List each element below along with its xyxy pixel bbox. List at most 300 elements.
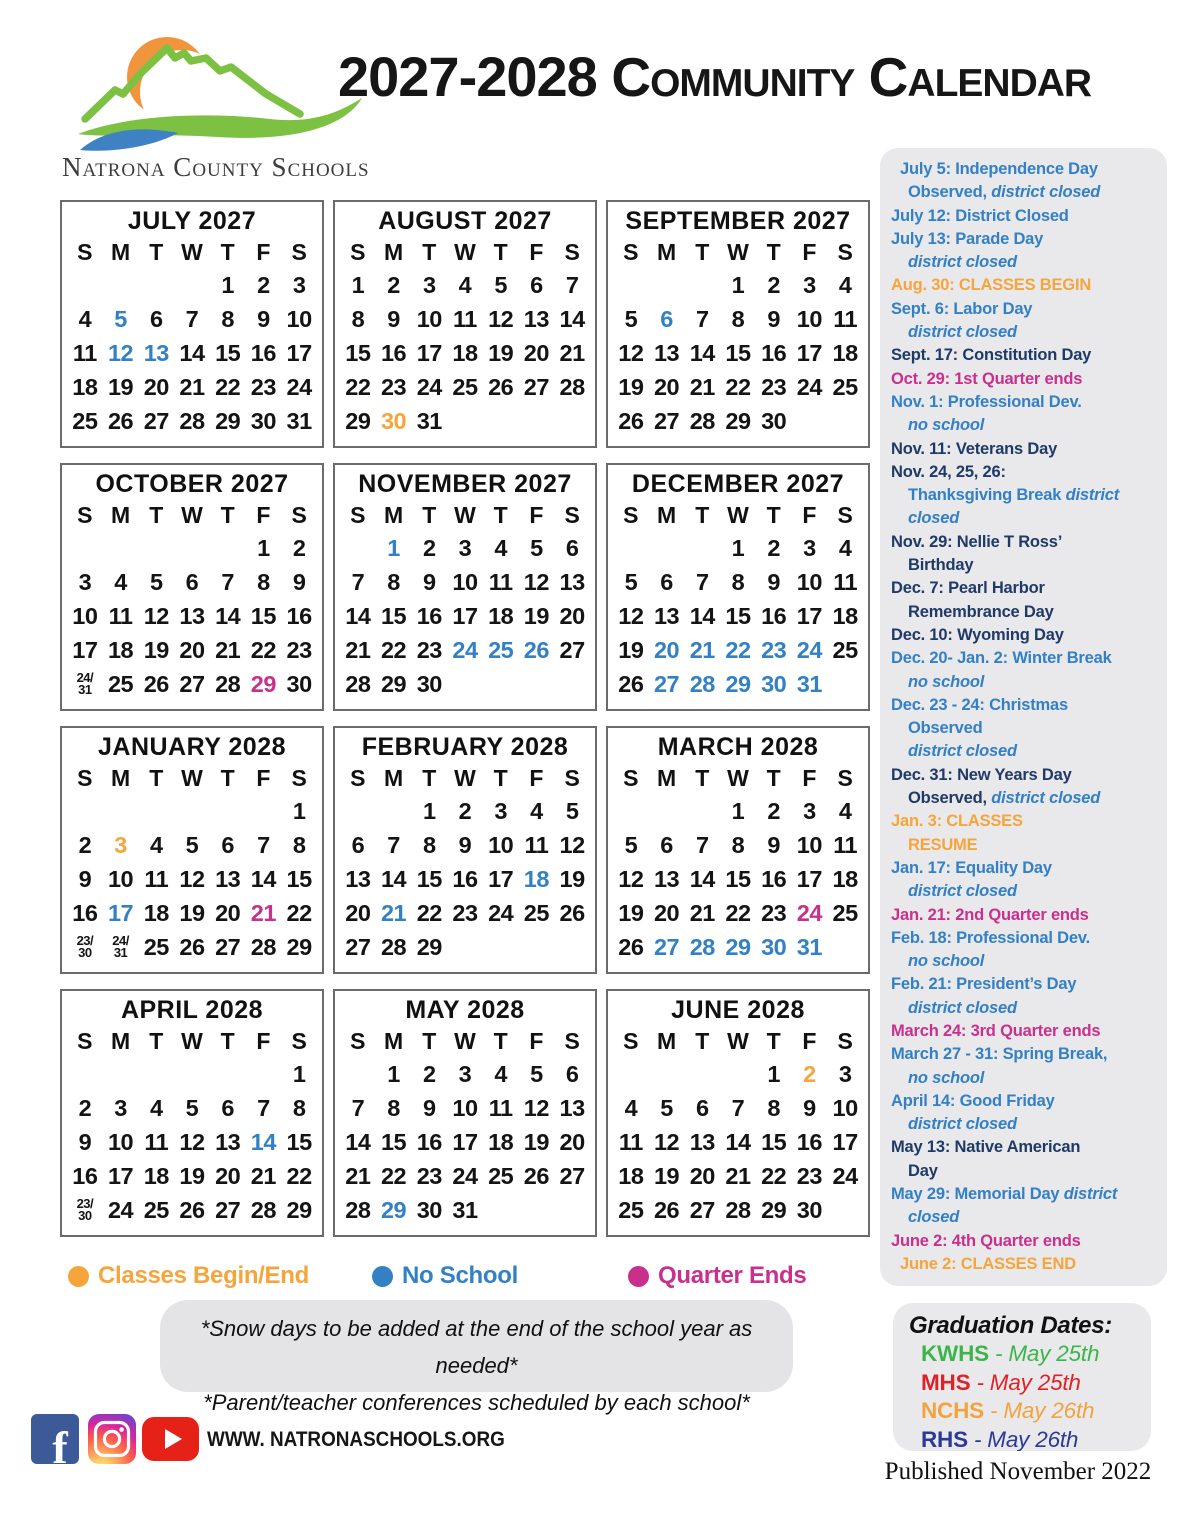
day-header: F bbox=[256, 502, 271, 528]
day-cell bbox=[138, 794, 174, 828]
day-cell: 29 bbox=[725, 933, 751, 960]
day-cell: 25 bbox=[488, 636, 514, 663]
day-header: T bbox=[695, 765, 710, 791]
day-cell: 2 bbox=[387, 271, 400, 298]
day-cell: 29 bbox=[286, 933, 312, 960]
day-cell: 4 bbox=[458, 271, 472, 298]
day-cell: 25 bbox=[143, 933, 169, 960]
day-cell: 12 bbox=[559, 831, 585, 858]
day-header: S bbox=[564, 1028, 580, 1054]
month-grid bbox=[613, 763, 863, 964]
youtube-icon[interactable] bbox=[142, 1414, 199, 1464]
day-cell: 7 bbox=[695, 568, 709, 595]
day-cell: 2 bbox=[78, 831, 92, 858]
day-cell: 21 bbox=[559, 339, 585, 366]
day-cell bbox=[649, 1057, 685, 1091]
day-cell: 25 bbox=[618, 1196, 644, 1223]
day-cell: 16 bbox=[72, 1162, 98, 1189]
day-cell: 10 bbox=[796, 568, 822, 595]
key-dates-panel bbox=[880, 148, 1167, 1286]
legend-label: Classes Begin/End bbox=[98, 1262, 309, 1289]
day-cell: 9 bbox=[422, 568, 436, 595]
day-cell: 25 bbox=[107, 670, 134, 697]
day-cell bbox=[649, 794, 685, 828]
day-cell: 28 bbox=[689, 407, 715, 434]
day-cell: 4 bbox=[494, 1060, 507, 1087]
day-cell bbox=[103, 531, 139, 565]
day-cell: 30 bbox=[761, 670, 787, 697]
day-cell: 13 bbox=[523, 305, 549, 332]
key-date-text: Nov. 29: Nellie T Ross’ bbox=[891, 532, 1063, 551]
day-cell: 11 bbox=[144, 865, 169, 892]
day-cell: 15 bbox=[215, 339, 241, 366]
key-date-text: Observed, bbox=[908, 183, 992, 202]
key-date-text: closed bbox=[908, 509, 960, 528]
day-cell: 21 bbox=[725, 1162, 751, 1189]
day-cell: 27 bbox=[559, 636, 585, 663]
day-cell: 17 bbox=[796, 865, 822, 892]
day-cell: 13 bbox=[345, 865, 371, 892]
graduation-entry bbox=[909, 1340, 1151, 1369]
key-date-line bbox=[891, 205, 1161, 228]
key-date-text: March 24: 3rd Quarter ends bbox=[891, 1021, 1101, 1040]
day-header: M bbox=[110, 1028, 131, 1054]
day-cell: 14 bbox=[250, 865, 276, 892]
key-date-text: June 2: CLASSES END bbox=[900, 1254, 1076, 1273]
day-cell: 20 bbox=[215, 899, 241, 926]
day-cell: 10 bbox=[107, 1128, 134, 1155]
day-cell: 17 bbox=[72, 636, 98, 663]
day-cell: 26 bbox=[107, 407, 134, 434]
svg-text:f: f bbox=[52, 1422, 68, 1464]
day-cell: 18 bbox=[488, 602, 514, 629]
day-cell: 14 bbox=[215, 602, 241, 629]
day-cell: 27 bbox=[215, 933, 241, 960]
day-cell bbox=[613, 1057, 649, 1091]
day-cell: 11 bbox=[833, 568, 858, 595]
day-cell: 3 bbox=[422, 271, 436, 298]
day-header: F bbox=[256, 239, 271, 265]
day-header: F bbox=[802, 1028, 817, 1054]
month-title: AUGUST 2027 bbox=[378, 207, 552, 235]
day-cell: 23 bbox=[416, 1162, 442, 1189]
day-cell: 13 bbox=[653, 339, 680, 366]
day-cell: 10 bbox=[286, 305, 312, 332]
day-cell: 25 bbox=[832, 636, 858, 663]
day-header: T bbox=[695, 239, 710, 265]
key-date-line bbox=[891, 1090, 1161, 1113]
month-grid bbox=[340, 500, 590, 701]
key-date-text: district bbox=[1065, 486, 1120, 505]
day-cell: 2 bbox=[292, 534, 306, 561]
day-cell: 15 bbox=[345, 339, 371, 366]
day-cell: 30 bbox=[380, 407, 407, 434]
day-header: W bbox=[727, 239, 749, 265]
day-cell: 17 bbox=[796, 602, 822, 629]
month-title: SEPTEMBER 2027 bbox=[625, 207, 851, 235]
day-cell: 1 bbox=[351, 271, 365, 298]
published-date: Published November 2022 bbox=[884, 1458, 1152, 1485]
day-cell bbox=[554, 1193, 590, 1227]
day-cell bbox=[792, 404, 828, 438]
day-cell: 30 bbox=[761, 407, 787, 434]
day-cell: 20 bbox=[559, 1128, 585, 1155]
key-date-text: Observed bbox=[908, 719, 983, 738]
key-date-line bbox=[891, 251, 1161, 274]
day-cell: 17 bbox=[286, 339, 312, 366]
day-cell: 13 bbox=[653, 602, 680, 629]
day-cell: 29 bbox=[416, 933, 442, 960]
day-cell: 22 bbox=[380, 1162, 407, 1189]
day-cell bbox=[827, 1193, 863, 1227]
day-header: F bbox=[529, 765, 544, 791]
day-cell: 2 bbox=[767, 797, 780, 824]
day-header: T bbox=[220, 502, 235, 528]
day-cell: 8 bbox=[292, 831, 306, 858]
day-header: T bbox=[422, 765, 437, 791]
month-march-2028 bbox=[606, 726, 870, 974]
key-date-text: Feb. 18: Professional Dev. bbox=[891, 928, 1090, 947]
day-cell: 10 bbox=[796, 305, 822, 332]
day-cell: 26 bbox=[618, 670, 644, 697]
key-date-line bbox=[891, 904, 1161, 927]
day-cell: 5 bbox=[494, 271, 507, 298]
day-cell: 17 bbox=[107, 1162, 134, 1189]
day-cell bbox=[174, 531, 210, 565]
day-cell: 28 bbox=[345, 670, 371, 697]
day-header: S bbox=[350, 239, 366, 265]
day-cell: 7 bbox=[185, 305, 199, 332]
day-cell: 1 bbox=[292, 797, 306, 824]
day-header: F bbox=[529, 502, 544, 528]
day-cell: 19 bbox=[653, 1162, 680, 1189]
day-cell: 8 bbox=[767, 1094, 780, 1121]
day-cell: 13 bbox=[179, 602, 205, 629]
day-cell: 24/ 31 bbox=[76, 669, 94, 697]
day-cell: 17 bbox=[107, 899, 134, 926]
day-cell: 14 bbox=[380, 865, 407, 892]
day-cell bbox=[684, 1057, 720, 1091]
key-date-text: RESUME bbox=[908, 835, 978, 854]
day-cell: 6 bbox=[695, 1094, 709, 1121]
day-cell bbox=[649, 531, 685, 565]
day-header: F bbox=[529, 1028, 544, 1054]
graduation-date: - May 26th bbox=[983, 1398, 1095, 1423]
day-cell: 12 bbox=[523, 568, 549, 595]
day-header: S bbox=[291, 1028, 307, 1054]
day-cell: 22 bbox=[286, 899, 312, 926]
day-cell: 14 bbox=[250, 1128, 276, 1155]
month-title: FEBRUARY 2028 bbox=[361, 733, 569, 761]
day-cell: 16 bbox=[452, 865, 478, 892]
day-cell: 11 bbox=[488, 568, 513, 595]
key-date-text: district bbox=[1063, 1185, 1118, 1204]
day-cell: 21 bbox=[345, 636, 371, 663]
graduation-entry bbox=[909, 1426, 1151, 1452]
facebook-icon[interactable] bbox=[31, 1414, 79, 1464]
key-date-line bbox=[891, 531, 1161, 554]
day-cell: 12 bbox=[179, 865, 205, 892]
day-cell: 27 bbox=[653, 670, 680, 697]
day-cell: 18 bbox=[488, 1128, 514, 1155]
day-cell: 12 bbox=[488, 305, 514, 332]
key-date-line bbox=[891, 810, 1161, 833]
month-december-2027 bbox=[606, 463, 870, 711]
day-cell bbox=[103, 1057, 139, 1091]
day-cell: 26 bbox=[559, 899, 585, 926]
day-cell bbox=[210, 531, 246, 565]
day-cell: 6 bbox=[221, 1094, 234, 1121]
day-cell: 17 bbox=[488, 865, 514, 892]
key-date-text: Nov. 11: Veterans Day bbox=[891, 439, 1058, 458]
day-cell: 14 bbox=[345, 602, 371, 629]
day-cell: 30 bbox=[796, 1196, 822, 1223]
key-date-line bbox=[891, 647, 1161, 670]
day-cell: 24 bbox=[796, 899, 822, 926]
day-cell bbox=[613, 268, 649, 302]
key-date-text: July 13: Parade Day bbox=[891, 229, 1044, 248]
key-date-line bbox=[891, 1160, 1161, 1183]
graduation-school: MHS bbox=[921, 1369, 971, 1395]
day-cell: 11 bbox=[833, 831, 858, 858]
day-cell: 10 bbox=[107, 865, 134, 892]
day-cell bbox=[67, 531, 103, 565]
day-cell: 7 bbox=[351, 568, 365, 595]
day-cell: 8 bbox=[221, 305, 234, 332]
day-header: T bbox=[766, 502, 781, 528]
day-cell: 1 bbox=[731, 534, 745, 561]
day-header: W bbox=[454, 502, 476, 528]
day-cell: 16 bbox=[761, 339, 787, 366]
month-title: MAY 2028 bbox=[405, 996, 525, 1024]
day-cell: 22 bbox=[215, 373, 241, 400]
day-cell: 19 bbox=[179, 1162, 205, 1189]
day-cell: 10 bbox=[416, 305, 442, 332]
month-november-2027 bbox=[333, 463, 597, 711]
day-cell: 1 bbox=[387, 1060, 400, 1087]
day-cell: 19 bbox=[179, 899, 205, 926]
key-date-text: district closed bbox=[908, 742, 1017, 761]
day-cell: 24 bbox=[416, 373, 442, 400]
calendar-grid bbox=[60, 200, 872, 1237]
day-cell: 19 bbox=[488, 339, 514, 366]
day-header: T bbox=[766, 765, 781, 791]
day-cell: 21 bbox=[250, 899, 276, 926]
instagram-icon[interactable] bbox=[88, 1414, 136, 1464]
day-header: M bbox=[656, 765, 677, 791]
day-cell: 24 bbox=[488, 899, 514, 926]
day-cell bbox=[447, 667, 483, 701]
day-cell: 27 bbox=[689, 1196, 715, 1223]
day-cell: 6 bbox=[660, 305, 673, 332]
day-cell: 12 bbox=[618, 339, 644, 366]
key-date-text: Oct. 29: 1st Quarter ends bbox=[891, 369, 1083, 388]
day-cell bbox=[138, 1057, 174, 1091]
legend-item-magenta bbox=[628, 1262, 806, 1290]
day-cell: 11 bbox=[618, 1128, 643, 1155]
legend-item-blue bbox=[372, 1262, 518, 1290]
day-cell: 26 bbox=[179, 933, 205, 960]
day-cell: 1 bbox=[731, 797, 745, 824]
day-cell: 11 bbox=[72, 339, 97, 366]
day-cell: 24 bbox=[796, 373, 822, 400]
key-date-text: June 2: 4th Quarter ends bbox=[891, 1231, 1081, 1250]
day-cell: 25 bbox=[523, 899, 549, 926]
day-cell bbox=[340, 794, 376, 828]
key-date-line bbox=[891, 1113, 1161, 1136]
day-cell: 5 bbox=[114, 305, 127, 332]
day-header: S bbox=[77, 239, 93, 265]
day-cell: 19 bbox=[618, 636, 644, 663]
day-cell: 25 bbox=[488, 1162, 514, 1189]
month-april-2028 bbox=[60, 989, 324, 1237]
day-cell: 26 bbox=[653, 1196, 680, 1223]
key-date-text: no school bbox=[908, 672, 985, 691]
day-cell: 6 bbox=[149, 305, 163, 332]
day-cell: 9 bbox=[803, 1094, 816, 1121]
day-cell bbox=[613, 531, 649, 565]
day-cell: 9 bbox=[767, 305, 780, 332]
month-title: NOVEMBER 2027 bbox=[358, 470, 572, 498]
key-date-text: Aug. 30: CLASSES BEGIN bbox=[891, 276, 1092, 295]
day-cell: 2 bbox=[422, 534, 436, 561]
day-cell: 13 bbox=[559, 568, 585, 595]
day-cell: 24/ 31 bbox=[112, 932, 129, 960]
day-header: S bbox=[837, 1028, 853, 1054]
day-header: S bbox=[623, 1028, 639, 1054]
day-cell: 6 bbox=[530, 271, 543, 298]
day-cell: 14 bbox=[559, 305, 585, 332]
day-cell: 14 bbox=[689, 602, 715, 629]
key-date-text: district closed bbox=[991, 183, 1101, 202]
day-cell bbox=[483, 1193, 519, 1227]
day-cell: 6 bbox=[565, 1060, 579, 1087]
day-cell: 28 bbox=[215, 670, 241, 697]
day-header: M bbox=[656, 239, 677, 265]
key-date-line bbox=[891, 1230, 1161, 1253]
day-header: T bbox=[220, 765, 235, 791]
day-header: W bbox=[727, 765, 749, 791]
day-cell: 25 bbox=[452, 373, 478, 400]
day-cell: 13 bbox=[559, 1094, 585, 1121]
key-date-text: Jan. 17: Equality Day bbox=[891, 858, 1052, 877]
key-date-text: Jan. 3: CLASSES bbox=[891, 812, 1023, 831]
day-header: T bbox=[149, 502, 164, 528]
day-cell: 4 bbox=[494, 534, 507, 561]
day-cell: 9 bbox=[767, 568, 780, 595]
day-cell: 12 bbox=[618, 865, 644, 892]
day-cell: 5 bbox=[624, 568, 638, 595]
title-year: 2027-2028 bbox=[338, 45, 612, 108]
day-cell: 10 bbox=[832, 1094, 858, 1121]
key-date-line bbox=[891, 554, 1161, 577]
day-cell: 29 bbox=[286, 1196, 312, 1223]
day-cell: 19 bbox=[143, 636, 169, 663]
key-date-line bbox=[891, 321, 1161, 344]
day-cell: 19 bbox=[618, 373, 644, 400]
day-cell: 19 bbox=[107, 373, 134, 400]
magenta-dot-icon bbox=[628, 1266, 649, 1287]
day-cell: 6 bbox=[351, 831, 365, 858]
day-header: S bbox=[837, 239, 853, 265]
key-date-line bbox=[891, 624, 1161, 647]
website-url[interactable]: WWW. NATRONASCHOOLS.ORG bbox=[207, 1428, 505, 1451]
day-cell: 29 bbox=[761, 1196, 787, 1223]
day-header: M bbox=[383, 765, 404, 791]
day-cell: 1 bbox=[387, 534, 400, 561]
day-cell: 28 bbox=[179, 407, 205, 434]
day-cell: 27 bbox=[345, 933, 371, 960]
day-cell: 18 bbox=[832, 339, 858, 366]
key-date-line bbox=[891, 694, 1161, 717]
day-cell: 9 bbox=[767, 831, 780, 858]
day-header: T bbox=[149, 239, 164, 265]
day-cell: 18 bbox=[618, 1162, 644, 1189]
day-cell: 17 bbox=[832, 1128, 858, 1155]
key-date-line bbox=[891, 368, 1161, 391]
day-header: F bbox=[802, 765, 817, 791]
graduation-school: RHS bbox=[921, 1426, 968, 1451]
day-cell: 23 bbox=[250, 373, 276, 400]
day-cell: 6 bbox=[660, 568, 673, 595]
key-date-text: March 27 - 31: Spring Break, bbox=[891, 1045, 1108, 1064]
day-header: S bbox=[564, 239, 580, 265]
key-date-line bbox=[891, 577, 1161, 600]
key-date-text: Jan. 21: 2nd Quarter ends bbox=[891, 905, 1089, 924]
day-cell: 2 bbox=[767, 271, 780, 298]
graduation-entry bbox=[909, 1397, 1151, 1426]
day-cell: 21 bbox=[250, 1162, 276, 1189]
day-cell: 28 bbox=[380, 933, 407, 960]
day-cell: 1 bbox=[767, 1060, 780, 1087]
day-cell: 27 bbox=[179, 670, 205, 697]
day-header: F bbox=[256, 765, 271, 791]
day-header: S bbox=[623, 239, 639, 265]
key-date-line bbox=[891, 671, 1161, 694]
day-cell bbox=[613, 794, 649, 828]
day-cell: 16 bbox=[286, 602, 312, 629]
day-header: W bbox=[727, 1028, 749, 1054]
legend-label: No School bbox=[402, 1262, 518, 1289]
day-cell: 19 bbox=[618, 899, 644, 926]
day-cell: 17 bbox=[452, 1128, 478, 1155]
key-date-text: July 5: Independence Day bbox=[900, 160, 1098, 178]
key-date-text: Observed, bbox=[908, 789, 992, 808]
month-grid bbox=[613, 1026, 863, 1227]
day-cell: 3 bbox=[494, 797, 507, 824]
month-august-2027 bbox=[333, 200, 597, 448]
day-cell: 2 bbox=[458, 797, 472, 824]
day-cell: 29 bbox=[725, 407, 751, 434]
day-cell: 28 bbox=[250, 933, 276, 960]
day-header: T bbox=[493, 765, 508, 791]
key-date-line bbox=[891, 880, 1161, 903]
day-cell: 10 bbox=[452, 1094, 478, 1121]
day-cell bbox=[246, 1057, 282, 1091]
day-cell bbox=[649, 268, 685, 302]
key-date-line bbox=[891, 1067, 1161, 1090]
day-cell: 24 bbox=[286, 373, 312, 400]
day-cell: 7 bbox=[695, 305, 709, 332]
month-grid bbox=[67, 237, 317, 438]
day-cell: 15 bbox=[416, 865, 442, 892]
day-cell: 17 bbox=[416, 339, 442, 366]
day-cell: 16 bbox=[250, 339, 276, 366]
key-date-text: April 14: Good Friday bbox=[891, 1091, 1055, 1110]
day-cell: 23 bbox=[380, 373, 407, 400]
day-cell: 22 bbox=[761, 1162, 787, 1189]
day-cell: 4 bbox=[149, 831, 163, 858]
